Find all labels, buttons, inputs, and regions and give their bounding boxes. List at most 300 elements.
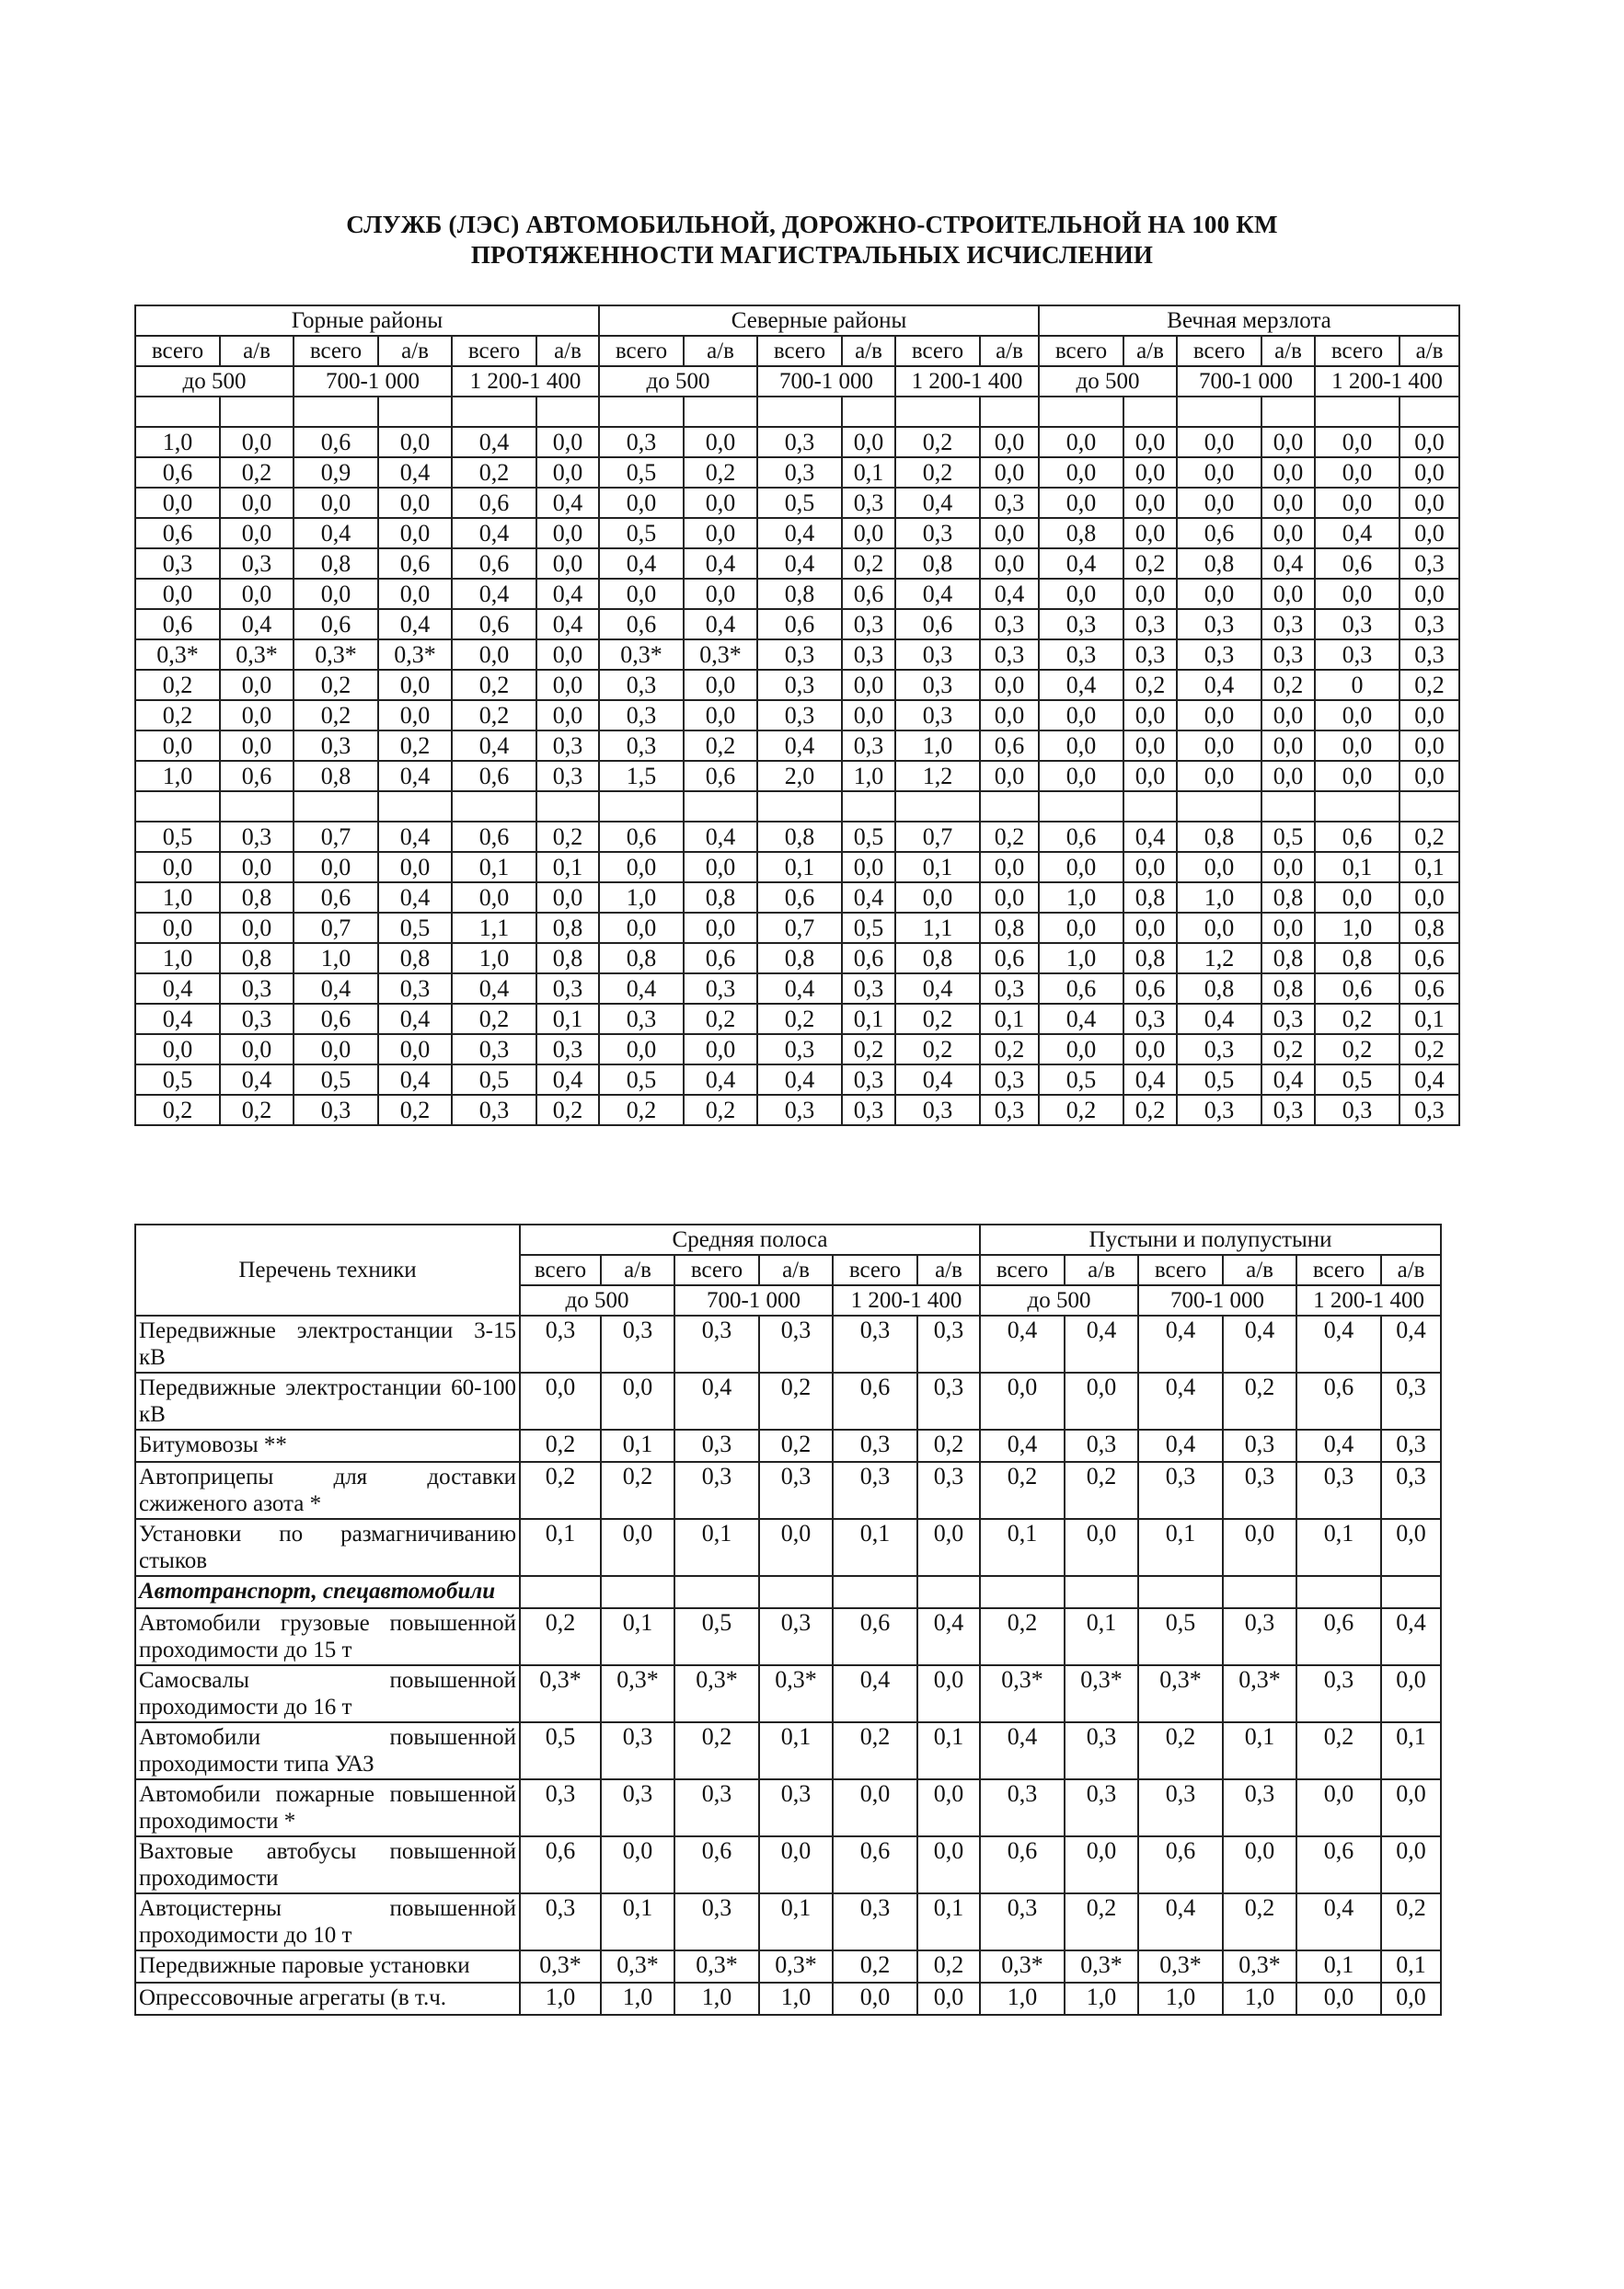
value-cell: 0,0: [1123, 852, 1177, 882]
value-cell: 0,4: [536, 609, 599, 639]
value-cell: 0,2: [520, 1608, 601, 1665]
blank-cell: [294, 791, 378, 822]
value-cell: 0,0: [980, 761, 1039, 791]
value-cell: 0,5: [294, 1064, 378, 1095]
sub-header-total: всего: [757, 336, 842, 366]
value-cell: 0,0: [1039, 730, 1123, 761]
value-cell: 0,0: [1123, 488, 1177, 518]
value-cell: 0,5: [1138, 1608, 1223, 1665]
value-cell: 0,0: [601, 1836, 674, 1893]
range-header: до 500: [980, 1285, 1138, 1316]
value-cell: 0,6: [1296, 1836, 1381, 1893]
value-cell: [601, 1576, 674, 1608]
blank-cell: [1315, 791, 1399, 822]
value-cell: 0,2: [294, 700, 378, 730]
value-cell: 0,4: [378, 609, 452, 639]
value-cell: 0,0: [1039, 852, 1123, 882]
value-cell: 0,0: [1315, 579, 1399, 609]
value-cell: [520, 1576, 601, 1608]
value-cell: 0,6: [294, 609, 378, 639]
value-cell: 0,3: [980, 1064, 1039, 1095]
value-cell: 0,3: [294, 730, 378, 761]
value-cell: 0,9: [294, 457, 378, 488]
value-cell: 0,1: [1138, 1519, 1223, 1576]
value-cell: 0,3: [759, 1316, 833, 1373]
value-cell: 0,3: [601, 1779, 674, 1836]
sub-header-total: всего: [520, 1255, 601, 1285]
value-cell: 0,0: [1123, 730, 1177, 761]
value-cell: [1138, 1576, 1223, 1608]
value-cell: 0,2: [599, 1095, 684, 1125]
table-row: [135, 761, 1459, 791]
value-cell: 0,0: [1223, 1836, 1296, 1893]
group-header: Пустыни и полупустыни: [980, 1225, 1441, 1255]
value-cell: 0,3: [833, 1316, 917, 1373]
equipment-name: Автомобили пожарные повышенной проходимости *: [135, 1779, 520, 1836]
value-cell: 0,3*: [674, 1950, 759, 1983]
sub-header-av: а/в: [1065, 1255, 1138, 1285]
table-row: [135, 882, 1459, 913]
value-cell: 0,2: [759, 1373, 833, 1430]
value-cell: 0,8: [294, 761, 378, 791]
value-cell: 0,0: [1399, 761, 1459, 791]
group-header: Средняя полоса: [520, 1225, 980, 1255]
value-cell: 0,4: [895, 579, 980, 609]
value-cell: 0,0: [220, 700, 294, 730]
value-cell: 0,3: [1223, 1462, 1296, 1519]
value-cell: 0,0: [1065, 1836, 1138, 1893]
value-cell: 0,3: [842, 488, 895, 518]
value-cell: 0,3: [1123, 1004, 1177, 1034]
value-cell: 0,0: [684, 488, 757, 518]
value-cell: 0,3: [757, 427, 842, 457]
value-cell: 0,1: [759, 1893, 833, 1950]
value-cell: 0,0: [135, 1034, 220, 1064]
sub-header-total: всего: [833, 1255, 917, 1285]
value-cell: 0,2: [378, 1095, 452, 1125]
value-cell: 0,8: [220, 882, 294, 913]
value-cell: 0,3*: [1223, 1665, 1296, 1722]
blank-cell: [452, 791, 536, 822]
value-cell: 0,0: [1039, 761, 1123, 791]
sub-header-av: а/в: [759, 1255, 833, 1285]
value-cell: 0,0: [1261, 579, 1315, 609]
blank-cell: [1261, 791, 1315, 822]
value-cell: 0,0: [1399, 579, 1459, 609]
blank-cell: [895, 397, 980, 427]
value-cell: 0,8: [1399, 913, 1459, 943]
value-cell: 0,6: [452, 822, 536, 852]
table-row: [135, 1373, 1441, 1430]
value-cell: 2,0: [757, 761, 842, 791]
equipment-name: Передвижные электростанции 60-100 кВ: [135, 1373, 520, 1430]
range-header: 1 200-1 400: [895, 366, 1039, 397]
value-cell: 0,0: [1261, 518, 1315, 548]
value-cell: 0,2: [520, 1430, 601, 1462]
value-cell: 0,0: [1381, 1665, 1441, 1722]
value-cell: 0,4: [1296, 1893, 1381, 1950]
value-cell: 0,3: [842, 973, 895, 1004]
page-title: [0, 210, 1624, 270]
value-cell: 0,0: [917, 1519, 980, 1576]
value-cell: 0,3: [1399, 1095, 1459, 1125]
range-header: до 500: [135, 366, 294, 397]
value-cell: 0,0: [684, 670, 757, 700]
value-cell: 0,6: [135, 457, 220, 488]
value-cell: 0,6: [1315, 973, 1399, 1004]
section-title: Автотранспорт, спецавтомобили: [135, 1576, 520, 1608]
value-cell: 0,0: [980, 427, 1039, 457]
value-cell: 0,5: [842, 822, 895, 852]
table-row: [135, 1983, 1441, 2015]
range-header: 1 200-1 400: [833, 1285, 980, 1316]
value-cell: 0,3*: [135, 639, 220, 670]
value-cell: 0,2: [833, 1722, 917, 1779]
value-cell: 0,2: [674, 1722, 759, 1779]
value-cell: 0,3: [759, 1608, 833, 1665]
value-cell: 0,2: [135, 670, 220, 700]
equipment-name: Передвижные электростанции 3-15 кВ: [135, 1316, 520, 1373]
value-cell: 0,0: [1123, 427, 1177, 457]
value-cell: 0,2: [1138, 1722, 1223, 1779]
value-cell: 0,6: [135, 609, 220, 639]
value-cell: 0,1: [1399, 1004, 1459, 1034]
value-cell: 0,0: [684, 579, 757, 609]
blank-cell: [599, 397, 684, 427]
sub-header-total: всего: [294, 336, 378, 366]
value-cell: 0,0: [980, 670, 1039, 700]
value-cell: 0,3: [599, 1004, 684, 1034]
value-cell: 0,4: [1296, 1430, 1381, 1462]
value-cell: 0,1: [980, 1519, 1065, 1576]
value-cell: 0,3: [599, 730, 684, 761]
value-cell: 0,3: [1177, 639, 1261, 670]
value-cell: 0,8: [599, 943, 684, 973]
value-cell: 0,5: [135, 822, 220, 852]
value-cell: 0,3: [294, 1095, 378, 1125]
table-row: [135, 579, 1459, 609]
table-row: [135, 488, 1459, 518]
value-cell: 0,4: [684, 822, 757, 852]
value-cell: 0,2: [294, 670, 378, 700]
value-cell: 0,2: [1123, 670, 1177, 700]
value-cell: 0,4: [220, 1064, 294, 1095]
value-cell: 0,6: [1039, 822, 1123, 852]
value-cell: 0,3*: [520, 1950, 601, 1983]
value-cell: 0,4: [980, 1430, 1065, 1462]
value-cell: 0,6: [684, 943, 757, 973]
value-cell: 0,3: [1399, 639, 1459, 670]
value-cell: 0,2: [895, 1034, 980, 1064]
value-cell: 0,3: [980, 1095, 1039, 1125]
value-cell: 0,4: [980, 1316, 1065, 1373]
value-cell: 0,6: [1296, 1373, 1381, 1430]
value-cell: 0,7: [895, 822, 980, 852]
value-cell: 0,3: [1223, 1779, 1296, 1836]
equipment-name: Передвижные паровые установки: [135, 1950, 520, 1983]
value-cell: 1,1: [452, 913, 536, 943]
value-cell: 0,0: [1065, 1373, 1138, 1430]
value-cell: 0,5: [1315, 1064, 1399, 1095]
value-cell: 0,0: [220, 670, 294, 700]
group-header: Горные районы: [135, 305, 599, 336]
sub-header-av: а/в: [220, 336, 294, 366]
value-cell: 0,3: [674, 1893, 759, 1950]
value-cell: 0,3: [980, 609, 1039, 639]
value-cell: 0,4: [1223, 1316, 1296, 1373]
value-cell: 0,2: [1223, 1893, 1296, 1950]
value-cell: 0,8: [294, 548, 378, 579]
blank-cell: [684, 397, 757, 427]
value-cell: 0,6: [452, 548, 536, 579]
value-cell: 0,1: [452, 852, 536, 882]
value-cell: 0,3: [1315, 609, 1399, 639]
value-cell: 0,2: [684, 1095, 757, 1125]
value-cell: [917, 1576, 980, 1608]
value-cell: 0,5: [378, 913, 452, 943]
value-cell: 0,3: [520, 1779, 601, 1836]
value-cell: 0,3: [599, 700, 684, 730]
value-cell: 0,1: [842, 1004, 895, 1034]
blank-cell: [378, 397, 452, 427]
value-cell: 0,6: [833, 1836, 917, 1893]
value-cell: 0,0: [684, 913, 757, 943]
value-cell: 0,1: [1399, 852, 1459, 882]
blank-cell: [378, 791, 452, 822]
sub-header-total: всего: [1039, 336, 1123, 366]
value-cell: 0,0: [1039, 1034, 1123, 1064]
value-cell: 0,3: [833, 1893, 917, 1950]
value-cell: 0,0: [1399, 730, 1459, 761]
value-cell: 0,0: [599, 579, 684, 609]
value-cell: 0,5: [599, 457, 684, 488]
group-header: Северные районы: [599, 305, 1039, 336]
table-row: [135, 1893, 1441, 1950]
value-cell: 0,1: [1296, 1519, 1381, 1576]
table-row: [135, 1722, 1441, 1779]
value-cell: 0,1: [917, 1893, 980, 1950]
value-cell: 0,3: [520, 1316, 601, 1373]
group-header-row: [135, 305, 1459, 336]
value-cell: 0,2: [759, 1430, 833, 1462]
value-cell: 0,4: [684, 1064, 757, 1095]
table-row: [135, 1430, 1441, 1462]
value-cell: 0,6: [599, 822, 684, 852]
value-cell: 0,0: [452, 882, 536, 913]
value-cell: 0,2: [842, 548, 895, 579]
value-cell: 0,4: [1138, 1373, 1223, 1430]
value-cell: 0,0: [1177, 427, 1261, 457]
table-regions-2: [134, 1224, 1442, 2016]
value-cell: 0,3: [1381, 1462, 1441, 1519]
value-cell: 0,2: [1065, 1462, 1138, 1519]
value-cell: 0,4: [842, 882, 895, 913]
table-row: [135, 518, 1459, 548]
range-header: 1 200-1 400: [1296, 1285, 1441, 1316]
value-cell: 0,0: [1177, 579, 1261, 609]
value-cell: 0,3: [980, 1893, 1065, 1950]
equipment-name: Вахтовые автобусы повышенной проходимости: [135, 1836, 520, 1893]
value-cell: 0,3: [980, 488, 1039, 518]
range-header: до 500: [599, 366, 757, 397]
value-cell: 0,0: [842, 518, 895, 548]
value-cell: 0,8: [1039, 518, 1123, 548]
value-cell: 0,0: [759, 1836, 833, 1893]
table-row: [135, 1519, 1441, 1576]
value-cell: 0,2: [135, 1095, 220, 1125]
value-cell: 1,0: [135, 761, 220, 791]
value-cell: 0,1: [895, 852, 980, 882]
value-cell: 0,1: [1381, 1950, 1441, 1983]
value-cell: 0,3: [895, 639, 980, 670]
value-cell: 0,0: [378, 700, 452, 730]
value-cell: 0,2: [1039, 1095, 1123, 1125]
value-cell: 0,3: [684, 973, 757, 1004]
value-cell: 0,0: [536, 457, 599, 488]
equipment-name: Опрессовочные агрегаты (в т.ч.: [135, 1983, 520, 2015]
value-cell: 0,2: [1261, 670, 1315, 700]
value-cell: 0,0: [1123, 579, 1177, 609]
value-cell: 0,6: [895, 609, 980, 639]
value-cell: 0,3*: [599, 639, 684, 670]
value-cell: 0,4: [895, 488, 980, 518]
value-cell: 0,8: [536, 913, 599, 943]
value-cell: 0,4: [294, 973, 378, 1004]
value-cell: 0,3: [842, 1064, 895, 1095]
range-header: до 500: [520, 1285, 674, 1316]
value-cell: 0,3: [759, 1462, 833, 1519]
value-cell: 0,4: [452, 579, 536, 609]
value-cell: 0,0: [980, 1373, 1065, 1430]
value-cell: 0,3: [1123, 639, 1177, 670]
blank-cell: [1039, 397, 1123, 427]
value-cell: 0,2: [980, 1034, 1039, 1064]
value-cell: 0: [1315, 670, 1399, 700]
value-cell: 0,4: [1381, 1608, 1441, 1665]
value-cell: 1,0: [601, 1983, 674, 2015]
sub-header-total: всего: [1315, 336, 1399, 366]
table-row: [135, 1034, 1459, 1064]
value-cell: 0,0: [895, 882, 980, 913]
value-cell: [759, 1576, 833, 1608]
value-cell: 0,0: [294, 488, 378, 518]
value-cell: 0,0: [980, 852, 1039, 882]
value-cell: 0,0: [1296, 1779, 1381, 1836]
value-cell: 0,0: [1039, 700, 1123, 730]
section-row: [135, 1576, 1441, 1608]
value-cell: 0,2: [895, 1004, 980, 1034]
value-cell: 0,2: [452, 1004, 536, 1034]
value-cell: 0,3: [536, 973, 599, 1004]
value-cell: 0,2: [757, 1004, 842, 1034]
value-cell: 0,4: [1177, 1004, 1261, 1034]
value-cell: 0,3: [674, 1430, 759, 1462]
range-header-row: [135, 366, 1459, 397]
value-cell: 0,3*: [601, 1950, 674, 1983]
value-cell: 0,4: [378, 1004, 452, 1034]
value-cell: 0,2: [980, 1608, 1065, 1665]
blank-cell: [757, 397, 842, 427]
value-cell: 0,6: [842, 943, 895, 973]
value-cell: 0,2: [895, 427, 980, 457]
value-cell: 0,2: [520, 1462, 601, 1519]
value-cell: 0,0: [1261, 488, 1315, 518]
value-cell: 0,0: [1399, 488, 1459, 518]
value-cell: 0,2: [378, 730, 452, 761]
value-cell: 0,4: [757, 518, 842, 548]
value-cell: 0,3: [1261, 609, 1315, 639]
value-cell: 0,6: [842, 579, 895, 609]
value-cell: 0,3: [842, 1095, 895, 1125]
equipment-name: Битумовозы **: [135, 1430, 520, 1462]
value-cell: 0,3: [1261, 1095, 1315, 1125]
value-cell: 0,1: [674, 1519, 759, 1576]
range-header: до 500: [1039, 366, 1177, 397]
value-cell: 0,2: [1399, 670, 1459, 700]
value-cell: 0,3: [842, 639, 895, 670]
value-cell: 0,3: [1399, 548, 1459, 579]
table-row: [135, 1095, 1459, 1125]
value-cell: 0,0: [378, 427, 452, 457]
value-cell: 0,0: [599, 488, 684, 518]
blank-row: [135, 397, 1459, 427]
value-cell: 0,0: [1399, 427, 1459, 457]
value-cell: 0,3: [833, 1430, 917, 1462]
value-cell: 0,6: [1123, 973, 1177, 1004]
value-cell: 0,3: [220, 548, 294, 579]
blank-cell: [1399, 791, 1459, 822]
value-cell: 1,0: [980, 1983, 1065, 2015]
value-cell: 0,3: [1065, 1430, 1138, 1462]
value-cell: 0,0: [536, 639, 599, 670]
value-cell: 0,3: [895, 670, 980, 700]
value-cell: 1,1: [895, 913, 980, 943]
value-cell: 0,5: [1177, 1064, 1261, 1095]
value-cell: 0,0: [980, 882, 1039, 913]
value-cell: 0,3: [1065, 1779, 1138, 1836]
value-cell: 0,3: [1315, 1095, 1399, 1125]
table-row: [135, 1836, 1441, 1893]
value-cell: 0,0: [599, 852, 684, 882]
value-cell: 0,3: [895, 518, 980, 548]
value-cell: 0,5: [842, 913, 895, 943]
value-cell: 1,0: [1315, 913, 1399, 943]
value-cell: 1,0: [1065, 1983, 1138, 2015]
value-cell: 0,4: [684, 548, 757, 579]
value-cell: 0,0: [1399, 457, 1459, 488]
table-row: [135, 913, 1459, 943]
value-cell: 0,1: [842, 457, 895, 488]
blank-cell: [1177, 791, 1261, 822]
value-cell: 0,3: [833, 1462, 917, 1519]
blank-cell: [842, 397, 895, 427]
value-cell: 0,0: [842, 670, 895, 700]
value-cell: 0,4: [1123, 822, 1177, 852]
value-cell: 0,3: [757, 1095, 842, 1125]
value-cell: 0,0: [833, 1779, 917, 1836]
value-cell: 0,3: [917, 1316, 980, 1373]
sub-header-av: а/в: [1261, 336, 1315, 366]
blank-cell: [294, 397, 378, 427]
value-cell: 0,4: [378, 822, 452, 852]
sub-header-av: а/в: [684, 336, 757, 366]
value-cell: 0,1: [601, 1608, 674, 1665]
sub-header-total: всего: [1296, 1255, 1381, 1285]
value-cell: 0,4: [378, 761, 452, 791]
value-cell: 0,1: [601, 1430, 674, 1462]
value-cell: [1065, 1576, 1138, 1608]
value-cell: 1,0: [135, 882, 220, 913]
